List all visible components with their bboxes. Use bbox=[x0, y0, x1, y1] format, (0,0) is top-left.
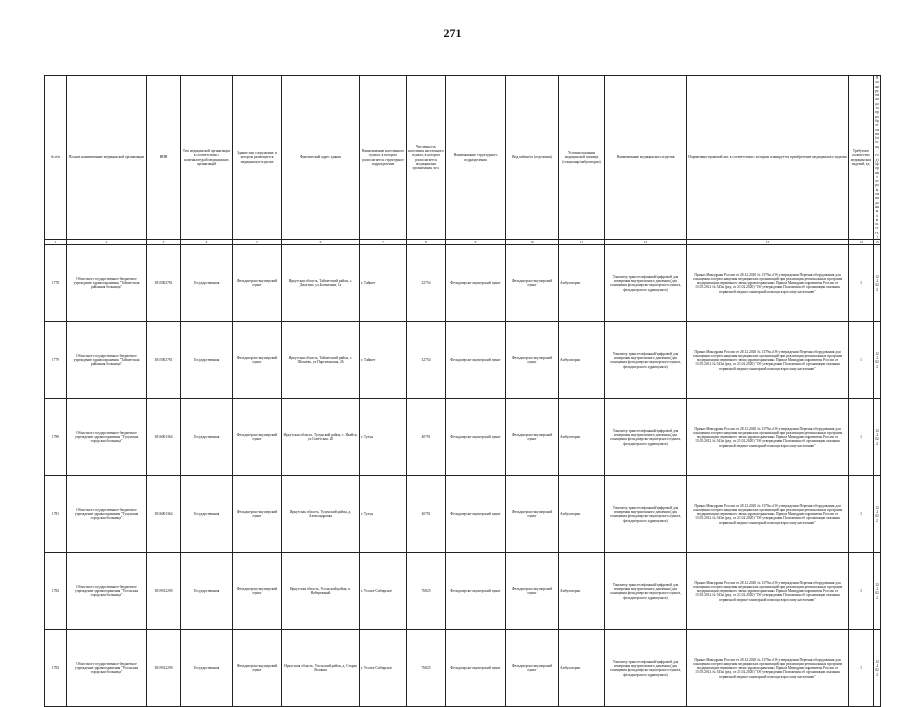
organization-type: Государственная bbox=[181, 630, 233, 707]
cabinet-type: Фельдшерско-акушерский пункт bbox=[506, 476, 559, 553]
column-number: 14 bbox=[849, 240, 874, 245]
header-cell: Тип медицинской организации в соответствии с номенклатурой медицинских организаций bbox=[181, 76, 233, 240]
address: Иркутская область, Усольский район, д. Старая Ясачная bbox=[282, 630, 360, 707]
organization-name: Областное государственное бюджетное учреждение здравоохранения "Тулунская городская больница" bbox=[67, 399, 147, 476]
column-number: 5 bbox=[233, 240, 282, 245]
header-cell: ИНН bbox=[147, 76, 181, 240]
structural-unit: Фельдшерско-акушерский пункт bbox=[446, 245, 506, 322]
inn: 3819012290 bbox=[147, 553, 181, 630]
column-number: 3 bbox=[147, 240, 181, 245]
inn: 3816001364 bbox=[147, 476, 181, 553]
table-row bbox=[45, 245, 881, 322]
row-number: 1778 bbox=[45, 245, 67, 322]
legal-act: Приказ Минздрава России от 28.12.2020 № 1379н «Об утверждении Перечня оборудования для оснащения и переоснащения медицинских организаций при реализации региональных программ модернизации первичного звена здравоохранения» Приказ Минздравсоцразвития России от 15.05.2012 № 543н (ред. от 21.02.2020) "Об утверждении Положения об организации оказания первичной медико-санитарной помощи взрослому населению" bbox=[687, 553, 849, 630]
address: Иркутская область, Тайшетский район, с. Джогино, ул.Болничная, 1а bbox=[282, 245, 360, 322]
column-number: 6 bbox=[282, 240, 360, 245]
building: Фельдшерско-акушерский пункт bbox=[233, 553, 282, 630]
address: Иркутская область, Тайшетский район, с. Шелаево, ул.Партизанская, 26 bbox=[282, 322, 360, 399]
organization-name: Областное государственное бюджетное учреждение здравоохранения "Тайшетская районная больница" bbox=[67, 245, 147, 322]
inn: 3819012290 bbox=[147, 630, 181, 707]
quantity: 1 bbox=[849, 476, 874, 553]
address: Иркутская область, Усольский район, п. Набережный bbox=[282, 553, 360, 630]
device-name: Тонометр транстелефонный/цифровой для измерения внутриглазного давления (для оснащения фельдшерско-акушерского пункта, фельдшерского здравпункта) bbox=[605, 399, 687, 476]
locality: г. Усолье-Сибирское bbox=[360, 553, 407, 630]
locality: г. Тулун bbox=[360, 399, 407, 476]
table-row bbox=[45, 322, 881, 399]
organization-type: Государственная bbox=[181, 476, 233, 553]
device-name: Тонометр транстелефонный/цифровой для измерения внутриглазного давления (для оснащения фельдшерско-акушерского пункта, фельдшерского здравпункта) bbox=[605, 630, 687, 707]
column-number: 9 bbox=[446, 240, 506, 245]
building: Фельдшерско-акушерский пункт bbox=[233, 476, 282, 553]
locality: г. Тулун bbox=[360, 476, 407, 553]
legal-act: Приказ Минздрава России от 28.12.2020 № 1379н «Об утверждении Перечня оборудования для оснащения и переоснащения медицинских организаций при реализации региональных программ модернизации первичного звена здравоохранения» Приказ Минздравсоцразвития России от 15.05.2012 № 543н (ред. от 21.02.2020) "Об утверждении Положения об организации оказания первичной медико-санитарной помощи взрослому населению" bbox=[687, 245, 849, 322]
care-conditions: Амбулаторно bbox=[559, 553, 605, 630]
table-row bbox=[45, 553, 881, 630]
header-cell: Наименование медицинского изделия bbox=[605, 76, 687, 240]
page-number: 271 bbox=[443, 26, 462, 40]
header-cell: Планируемая дата приобретения (месяц, год) (формат отражения данных мм.гггг.) bbox=[875, 76, 879, 239]
structural-unit: Фельдшерско-акушерский пункт bbox=[446, 399, 506, 476]
inn: 3815002781 bbox=[147, 245, 181, 322]
cabinet-type: Фельдшерско-акушерский пункт bbox=[506, 630, 559, 707]
device-name: Тонометр транстелефонный/цифровой для измерения внутриглазного давления (для оснащения фельдшерско-акушерского пункта, фельдшерского здравпункта) bbox=[605, 322, 687, 399]
legal-act: Приказ Минздрава России от 28.12.2020 № 1379н «Об утверждении Перечня оборудования для оснащения и переоснащения медицинских организаций при реализации региональных программ модернизации первичного звена здравоохранения» Приказ Минздравсоцразвития России от 15.05.2012 № 543н (ред. от 21.02.2020) "Об утверждении Положения об организации оказания первичной медико-санитарной помощи взрослому населению" bbox=[687, 399, 849, 476]
header-cell: Нормативно-правовой акт, в соответствии с которым планируется приобретение медицинского изделия bbox=[687, 76, 849, 240]
quantity: 1 bbox=[849, 245, 874, 322]
structural-unit: Фельдшерско-акушерский пункт bbox=[446, 476, 506, 553]
inn: 3815002781 bbox=[147, 322, 181, 399]
header-cell: Наименование населенного пункта, в котором располагается структурное подразделение bbox=[360, 76, 407, 240]
address: Иркутская область, Тулунский район, д. Александровка bbox=[282, 476, 360, 553]
population: 40791 bbox=[407, 476, 446, 553]
column-number: 8 bbox=[407, 240, 446, 245]
organization-type: Государственная bbox=[181, 322, 233, 399]
table-row bbox=[45, 476, 881, 553]
quantity: 1 bbox=[849, 630, 874, 707]
header-cell: Наименование структурного подразделения bbox=[446, 76, 506, 240]
building: Фельдшерско-акушерский пункт bbox=[233, 322, 282, 399]
column-number: 7 bbox=[360, 240, 407, 245]
column-number: 12 bbox=[605, 240, 687, 245]
column-number: 1 bbox=[45, 240, 67, 245]
structural-unit: Фельдшерско-акушерский пункт bbox=[446, 630, 506, 707]
registry-table bbox=[44, 75, 881, 707]
device-name: Тонометр транстелефонный/цифровой для измерения внутриглазного давления (для оснащения фельдшерско-акушерского пункта, фельдшерского здравпункта) bbox=[605, 245, 687, 322]
purchase-date: 12.2022 bbox=[874, 399, 881, 476]
population: 32754 bbox=[407, 322, 446, 399]
column-number: 11 bbox=[559, 240, 605, 245]
locality: г. Тайшет bbox=[360, 322, 407, 399]
inn: 3816001364 bbox=[147, 399, 181, 476]
purchase-date: 12.2022 bbox=[874, 245, 881, 322]
organization-type: Государственная bbox=[181, 245, 233, 322]
building: Фельдшерско-акушерский пункт bbox=[233, 245, 282, 322]
organization-name: Областное государственное бюджетное учреждение здравоохранения "Тайшетская районная больница" bbox=[67, 322, 147, 399]
purchase-date: 12.2022 bbox=[874, 476, 881, 553]
population: 76825 bbox=[407, 553, 446, 630]
row-number: 1779 bbox=[45, 322, 67, 399]
care-conditions: Амбулаторно bbox=[559, 322, 605, 399]
legal-act: Приказ Минздрава России от 28.12.2020 № 1379н «Об утверждении Перечня оборудования для оснащения и переоснащения медицинских организаций при реализации региональных программ модернизации первичного звена здравоохранения» Приказ Минздравсоцразвития России от 15.05.2012 № 543н (ред. от 21.02.2020) "Об утверждении Положения об организации оказания первичной медико-санитарной помощи взрослому населению" bbox=[687, 630, 849, 707]
column-number: 13 bbox=[687, 240, 849, 245]
population: 76825 bbox=[407, 630, 446, 707]
header-cell: Полное наименование медицинской организации bbox=[67, 76, 147, 240]
table-row bbox=[45, 630, 881, 707]
table-header-row bbox=[45, 76, 881, 240]
purchase-date: 12.2022 bbox=[874, 553, 881, 630]
purchase-date: 12.2022 bbox=[874, 630, 881, 707]
organization-name: Областное государственное бюджетное учреждение здравоохранения "Тулунская городская больница" bbox=[67, 476, 147, 553]
address: Иркутская область, Тулунский район, с. Икейск, ул.Советская, 20 bbox=[282, 399, 360, 476]
purchase-date: 12.2022 bbox=[874, 322, 881, 399]
cabinet-type: Фельдшерско-акушерский пункт bbox=[506, 553, 559, 630]
row-number: 1782 bbox=[45, 553, 67, 630]
header-cell: Требуемое количество медицинских изделий, ед. bbox=[849, 76, 874, 240]
care-conditions: Амбулаторно bbox=[559, 476, 605, 553]
organization-name: Областное государственное бюджетное учреждение здравоохранения "Усольская городская больница" bbox=[67, 630, 147, 707]
organization-name: Областное государственное бюджетное учреждение здравоохранения "Усольская городская больница" bbox=[67, 553, 147, 630]
header-cell: Фактический адрес здания bbox=[282, 76, 360, 240]
device-name: Тонометр транстелефонный/цифровой для измерения внутриглазного давления (для оснащения фельдшерско-акушерского пункта, фельдшерского здравпункта) bbox=[605, 476, 687, 553]
row-number: 1780 bbox=[45, 399, 67, 476]
building: Фельдшерско-акушерский пункт bbox=[233, 630, 282, 707]
population: 32754 bbox=[407, 245, 446, 322]
header-cell: Вид кабинета (отделения) bbox=[506, 76, 559, 240]
header-cell: Условия оказания медицинской помощи (стационар/амбулаторно) bbox=[559, 76, 605, 240]
header-cell: Численность населения населенного пункта, в котором располагается медицинская организация, чел. bbox=[407, 76, 446, 240]
population: 40791 bbox=[407, 399, 446, 476]
cabinet-type: Фельдшерско-акушерский пункт bbox=[506, 245, 559, 322]
header-cell: № п/п bbox=[45, 76, 67, 240]
organization-type: Государственная bbox=[181, 553, 233, 630]
structural-unit: Фельдшерско-акушерский пункт bbox=[446, 322, 506, 399]
building: Фельдшерско-акушерский пункт bbox=[233, 399, 282, 476]
legal-act: Приказ Минздрава России от 28.12.2020 № 1379н «Об утверждении Перечня оборудования для оснащения и переоснащения медицинских организаций при реализации региональных программ модернизации первичного звена здравоохранения» Приказ Минздравсоцразвития России от 15.05.2012 № 543н (ред. от 21.02.2020) "Об утверждении Положения об организации оказания первичной медико-санитарной помощи взрослому населению" bbox=[687, 322, 849, 399]
table-row bbox=[45, 399, 881, 476]
quantity: 1 bbox=[849, 399, 874, 476]
legal-act: Приказ Минздрава России от 28.12.2020 № 1379н «Об утверждении Перечня оборудования для оснащения и переоснащения медицинских организаций при реализации региональных программ модернизации первичного звена здравоохранения» Приказ Минздравсоцразвития России от 15.05.2012 № 543н (ред. от 21.02.2020) "Об утверждении Положения об организации оказания первичной медико-санитарной помощи взрослому населению" bbox=[687, 476, 849, 553]
device-name: Тонометр транстелефонный/цифровой для измерения внутриглазного давления (для оснащения фельдшерско-акушерского пункта, фельдшерского здравпункта) bbox=[605, 553, 687, 630]
column-number: 4 bbox=[181, 240, 233, 245]
row-number: 1781 bbox=[45, 476, 67, 553]
organization-type: Государственная bbox=[181, 399, 233, 476]
quantity: 1 bbox=[849, 553, 874, 630]
cabinet-type: Фельдшерско-акушерский пункт bbox=[506, 399, 559, 476]
header-cell: Здание или сооружение, в котором размещается медицинское изделие bbox=[233, 76, 282, 240]
quantity: 1 bbox=[849, 322, 874, 399]
column-number: 2 bbox=[67, 240, 147, 245]
care-conditions: Амбулаторно bbox=[559, 245, 605, 322]
column-number: 15 bbox=[875, 240, 879, 245]
column-number: 10 bbox=[506, 240, 559, 245]
locality: г. Усолье-Сибирское bbox=[360, 630, 407, 707]
cabinet-type: Фельдшерско-акушерский пункт bbox=[506, 322, 559, 399]
structural-unit: Фельдшерско-акушерский пункт bbox=[446, 553, 506, 630]
care-conditions: Амбулаторно bbox=[559, 630, 605, 707]
row-number: 1783 bbox=[45, 630, 67, 707]
locality: г. Тайшет bbox=[360, 245, 407, 322]
care-conditions: Амбулаторно bbox=[559, 399, 605, 476]
